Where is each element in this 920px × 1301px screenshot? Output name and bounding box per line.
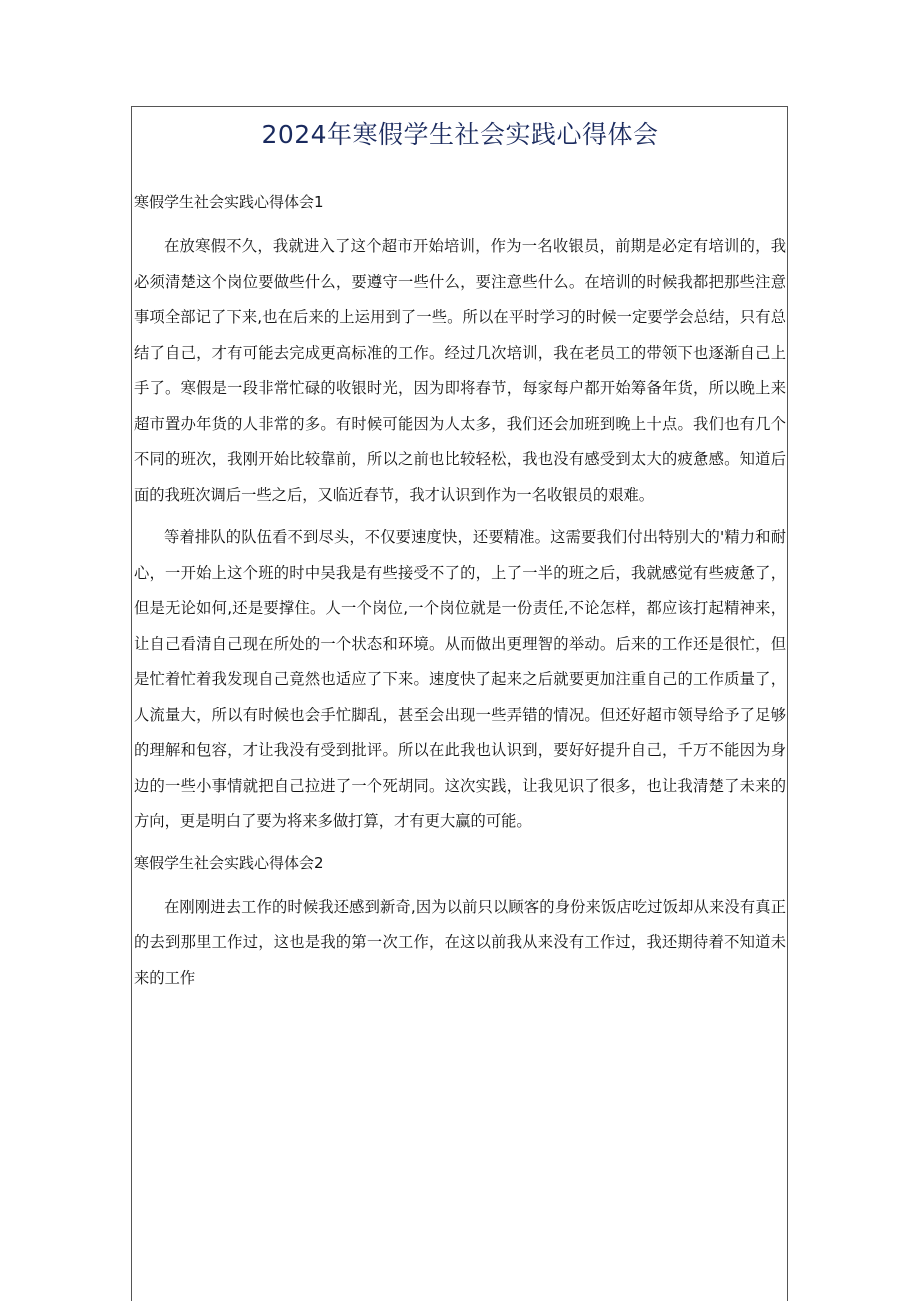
paragraph: 在刚刚进去工作的时候我还感到新奇,因为以前只以顾客的身份来饭店吃过饭却从来没有真正的去到那里工作过，这也是我的第一次工作，在这以前我从来没有工作过，我还期待着不知道未来的工作: [134, 897, 786, 987]
document-title: 2024年寒假学生社会实践心得体会: [261, 120, 659, 149]
section-heading: 寒假学生社会实践心得体会2: [134, 853, 324, 872]
paragraph: 在放寒假不久，我就进入了这个超市开始培训，作为一名收银员，前期是必定有培训的，我必须清楚这个岗位要做些什么，要遵守一些什么，要注意些什么。在培训的时候我都把那些注意事项全部记了下来,也在后来的上运用到了一些。所以在平时学习的时候一定要学会总结，只有总结了自己，才有可能去完成更高标准的工作。经过几次培训，我在老员工的带领下也逐渐自己上手了。寒假是一段非常忙碌的收银时光，因为即将春节，每家每户都开始筹备年货，所以晚上来超市置办年货的人非常的多。有时候可能因为人太多，我们还会加班到晚上十点。我们也有几个不同的班次，我刚开始比较靠前，所以之前也比较轻松，我也没有感受到太大的疲惫感。知道后面的我班次调后一些之后，又临近春节，我才认识到作为一名收银员的艰难。: [134, 237, 786, 504]
section-1: [134, 192, 786, 840]
document-body: [134, 106, 786, 996]
section-2: [134, 853, 786, 997]
section-heading: 寒假学生社会实践心得体会1: [134, 193, 324, 211]
paragraph: 等着排队的队伍看不到尽头，不仅要速度快，还要精准。这需要我们付出特别大的'精力和耐心，一开始上这个班的时中吴我是有些接受不了的，上了一半的班之后，我就感觉有些疲惫了，但是无论如何,还是要撑住。人一个岗位,一个岗位就是一份责任,不论怎样，都应该打起精神来，让自己看清自己现在所处的一个状态和环境。从而做出更理智的举动。后来的工作还是很忙，但是忙着忙着我发现自己竟然也适应了下来。速度快了起来之后就要更加注重自己的工作质量了，人流量大，所以有时候也会手忙脚乱，甚至会出现一些弄错的情况。但还好超市领导给予了足够的理解和包容，才让我没有受到批评。所以在此我也认识到，要好好提升自己，千万不能因为身边的一些小事情就把自己拉进了一个死胡同。这次实践，让我见识了很多，也让我清楚了未来的方向，更是明白了要为将来多做打算，才有更大赢的可能。: [134, 528, 786, 830]
